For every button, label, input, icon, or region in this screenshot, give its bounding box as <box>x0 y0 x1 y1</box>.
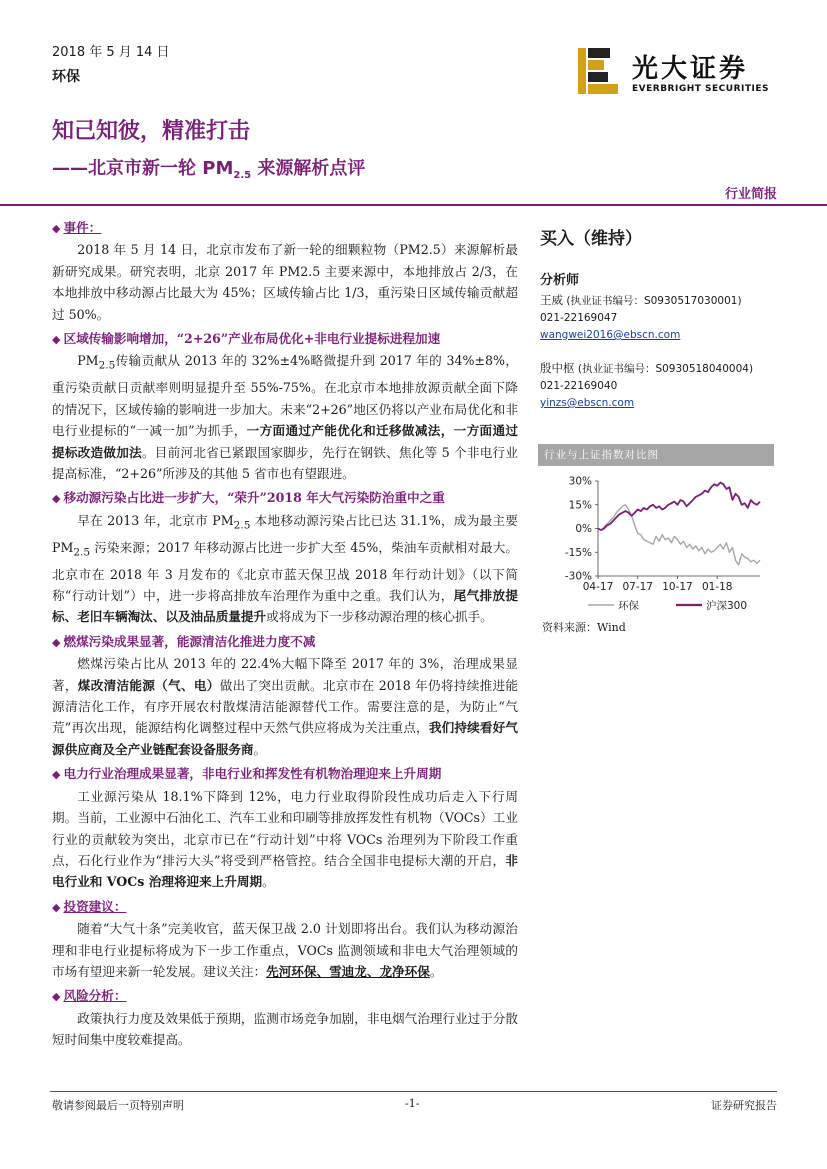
pm-subscript: 2.5 <box>73 546 91 559</box>
footer-disclaimer: 敬请参阅最后一页特别声明 <box>52 1099 184 1112</box>
analyst-phone: 021-22169040 <box>540 380 618 392</box>
report-date: 2018 年 5 月 14 日 <box>52 45 170 60</box>
subtitle-tail: 来源解析点评 <box>251 158 366 179</box>
analyst-name: 殷中枢 <box>540 361 575 375</box>
heading-text: 风险分析： <box>63 988 127 1004</box>
logo-text-cn: 光大证券 <box>632 54 749 84</box>
paragraph-coal <box>52 653 518 760</box>
text-segment: 。 <box>429 963 443 979</box>
text-segment: 或将成为下一步移动源治理的核心抓手。 <box>266 609 493 625</box>
diamond-bullet-icon: ◆ <box>52 990 61 1004</box>
emphasis-text: 先河环保、雪迪龙、龙净环保 <box>266 963 430 979</box>
y-tick-label: 30% <box>568 475 592 488</box>
diamond-bullet-icon: ◆ <box>52 900 61 914</box>
diamond-bullet-icon: ◆ <box>52 635 61 649</box>
footer-divider <box>50 1091 777 1092</box>
report-subtitle <box>52 154 365 180</box>
analyst-heading: 分析师 <box>540 273 580 288</box>
analyst-license: (执业证书编号：S0930517030001) <box>566 295 742 307</box>
legend-label: 沪深300 <box>706 600 748 612</box>
y-tick-label: -15% <box>564 546 592 559</box>
y-tick-label: 0% <box>575 523 592 535</box>
section-heading-mobile <box>52 487 518 509</box>
x-tick-label: 04-17 <box>582 581 614 593</box>
diamond-bullet-icon: ◆ <box>52 222 61 235</box>
analyst-phone: 021-22169047 <box>540 312 618 324</box>
diamond-bullet-icon: ◆ <box>52 492 61 506</box>
text-segment: 污染来源；2017 年移动源占比进一步扩大至 45%，柴油车贡献相对最大。北京市在 2018 年 3 月发布的《北京市蓝天保卫战 2018 年行动计划》（以下简称“行动计划”）中，进一步将高排放车治理作为重中之重。我们认为， <box>52 539 518 604</box>
analyst-card <box>540 292 742 344</box>
x-tick-label: 07-17 <box>622 581 653 593</box>
analyst-email-link[interactable]: yinzs@ebscn.com <box>540 397 635 409</box>
legend-label: 环保 <box>618 600 639 612</box>
x-tick-label: 01-18 <box>701 581 733 593</box>
text-segment: 传输贡献从 2013 年的 32%±4%略微提升到 2017 年的 34%±8%，重污染贡献日贡献率则明显提升至 55%-75%。在北京市本地排放源贡献全面下降的情况下，区域传输的影响进一步加大。未来“2+26”地区仍将以产业布局优化和非电行业提标的“一减一加”为抓手， <box>52 353 518 439</box>
text-segment: 早在 2013 年，北京市 PM <box>77 512 234 528</box>
heading-text: 区域传输影响增加，“2+26”产业布局优化+非电行业提标进程加速 <box>63 331 441 347</box>
logo-text-en: EVERBRIGHT SECURITIES <box>632 84 769 94</box>
page-number: -1- <box>405 1097 420 1110</box>
paragraph-risk: 政策执行力度及效果低于预期，监测市场竞争加剧，非电烟气治理行业过于分散短时间集中度较难提高。 <box>52 1010 518 1048</box>
diamond-bullet-icon: ◆ <box>52 333 61 347</box>
diamond-bullet-icon: ◆ <box>52 768 61 782</box>
footer-label: 证券研究报告 <box>711 1099 777 1112</box>
emphasis-text: 尾气排放提标、老旧车辆淘汰、以及油品质量提升 <box>52 588 518 625</box>
pm-subscript: 2.5 <box>233 519 251 532</box>
section-heading-regional <box>52 328 518 350</box>
y-tick-label: 15% <box>568 499 592 512</box>
analyst-card <box>540 360 753 412</box>
chart-canvas <box>538 466 774 642</box>
section-heading-coal <box>52 631 518 653</box>
text-segment: 随着“大气十条”完美收官，蓝天保卫战 2.0 计划即将出台。我们认为移动源治理和非电行业提标将成为下一步工作重点，VOCs 监测领域和非电大气治理领域的市场有望迎来新一轮发展。建议关注： <box>52 921 518 979</box>
main-body <box>52 214 518 1051</box>
heading-text: 电力行业治理成果显著，非电行业和挥发性有机物治理迎来上升周期 <box>63 766 442 782</box>
text-segment: 。目前河北省已紧跟国家脚步，先行在钢铁、焦化等 5 个非电行业提高标准，“2+26”所涉及的其他 5 省市也有望跟进。 <box>52 444 518 481</box>
paragraph-event: 2018 年 5 月 14 日，北京市发布了新一轮的细颗粒物（PM2.5）来源解析最新研究成果。研究表明，北京 2017 年 PM2.5 主要来源中，本地排放占 2/3，在本地排放中移动源占比最大为 45%；区域传输占比 1/3，重污染日区域传输贡献超过 50%。 <box>52 242 518 322</box>
sector-label: 环保 <box>52 69 80 85</box>
paragraph-regional <box>52 350 518 484</box>
section-heading-event <box>52 217 518 239</box>
text-segment: 本地移动源污染占比已达 31.1%，成为最主要 PM <box>52 512 518 555</box>
header-divider <box>0 204 827 206</box>
text-segment: 燃煤污染占比从 2013 年的 22.4%大幅下降至 2017 年的 3%，治理成果显著， <box>52 656 518 693</box>
pm-text: PM <box>77 353 99 369</box>
report-type-label: 行业简报 <box>724 187 777 202</box>
chart-source: 资料来源：Wind <box>542 621 626 634</box>
x-tick-label: 10-17 <box>662 581 693 593</box>
y-tick-label: -30% <box>564 570 592 583</box>
emphasis-text: 一方面通过产能优化和迁移做减法，一方面通过提标改造做加法 <box>52 423 518 460</box>
section-heading-advice <box>52 896 518 918</box>
heading-text: 事件： <box>63 220 102 235</box>
text-segment: 工业源污染从 18.1%下降到 12%，电力行业取得阶段性成功后走入下行周期。当前，工业源中石油化工、汽车工业和印刷等排放挥发性有机物（VOCs）工业行业的贡献较为突出，北京市已在“行动计划”中将 VOCs 治理列为下阶段工作重点，石化行业作为“排污大头”将受到严格管控。结合全国非电提标大潮的开启， <box>52 788 518 868</box>
subtitle-subscript: 2.5 <box>233 170 252 181</box>
analyst-license: (执业证书编号：S0930518040004) <box>577 363 754 375</box>
paragraph-power <box>52 786 518 893</box>
rating: 买入（维持） <box>540 229 642 249</box>
section-heading-risk <box>52 985 518 1007</box>
heading-text: 投资建议： <box>63 898 127 914</box>
emphasis-text: 煤改清洁能源（气、电） <box>77 677 220 693</box>
text-segment: 做出了突出贡献。北京市在 2018 年仍将持续推进能源清洁化工作，有序开展农村散煤清洁能源替代工作。需要注意的是，为防止“气荒”再次出现，能源结构化调整过程中天然气供应将成为关注重点， <box>52 677 519 736</box>
analyst-email-link[interactable]: wangwei2016@ebscn.com <box>540 329 681 341</box>
subtitle-main: ——北京市新一轮 PM <box>52 158 234 179</box>
emphasis-text: 我们持续看好气源供应商及全产业链配套设备服务商 <box>52 720 518 757</box>
heading-text: 燃煤污染成果显著，能源清洁化推进力度不减 <box>63 633 316 649</box>
analyst-name: 王威 <box>540 293 563 307</box>
chart-title: 行业与上证指数对比图 <box>538 444 774 466</box>
heading-text: 移动源污染占比进一步扩大，“荣升”2018 年大气污染防治重中之重 <box>63 490 445 506</box>
text-segment: 。 <box>253 741 267 757</box>
paragraph-mobile <box>52 510 518 628</box>
comparison-chart <box>538 444 774 642</box>
company-logo <box>578 48 778 98</box>
section-heading-power <box>52 763 518 785</box>
pm-subscript: 2.5 <box>98 359 116 372</box>
everbright-logo-icon <box>578 48 622 94</box>
paragraph-advice <box>52 918 518 982</box>
text-segment: 。 <box>262 874 275 890</box>
emphasis-text: 非电行业和 VOCs 治理将迎来上升周期 <box>52 852 518 890</box>
report-title: 知己知彼，精准打击 <box>52 119 251 144</box>
